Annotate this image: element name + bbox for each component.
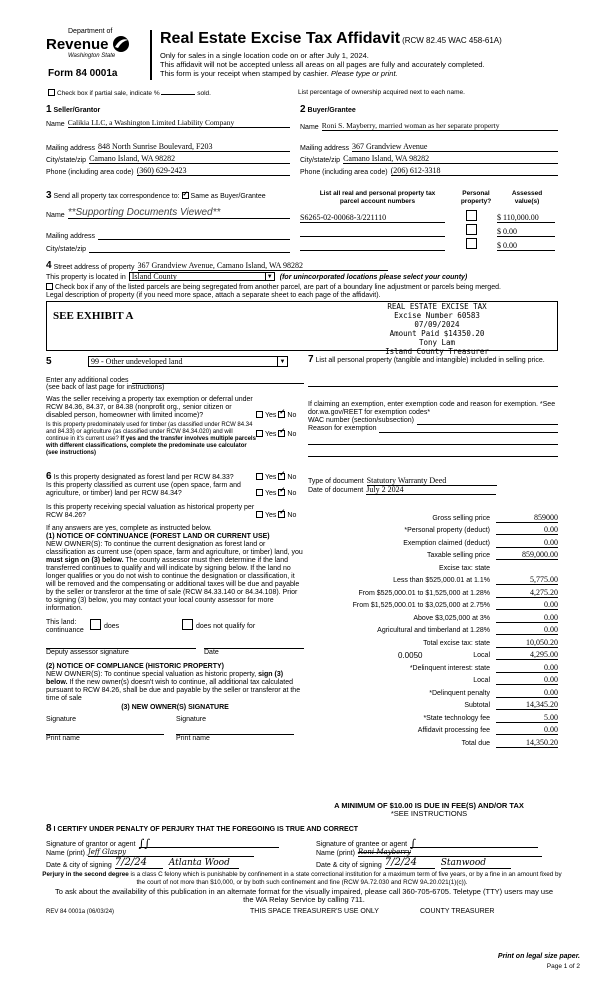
calc-value[interactable]: 0.00 (496, 725, 558, 735)
buyer-mail-field[interactable]: 367 Grandview Avenue (352, 142, 558, 152)
assessed-value-field[interactable]: $ 110,000.00 (497, 213, 555, 223)
property-section: 4 Street address of property 367 Grandview Avenue, Camano Island, WA 98282 This property is located in Island County ▼ (for unincorporated locations please select your county) Check box if any of the listed parcels are being segregated from another parcel, are part of a boundary line adjustment or parcels being merged. Legal description of property (if you need more space, attach a separate sheet to each page of the affidavit). SEE EXHIBIT A REAL ESTATE EXCISE TAX Excise Number 60583 07/09/2024 Amount Paid $14350.20 Tony Lam Island County Treasurer (46, 260, 558, 351)
calc-label: *Delinquent penalty (429, 689, 490, 697)
form-number: Form 84 0001a (48, 68, 118, 79)
calc-value[interactable]: 4,295.00 (496, 650, 558, 660)
header-divider (150, 30, 152, 80)
partial-sale-checkbox[interactable] (48, 89, 55, 96)
calc-line (308, 723, 558, 736)
forest-yes-checkbox[interactable] (256, 473, 263, 480)
calc-value[interactable]: 859,000.00 (496, 550, 558, 560)
correspondence-section: 3 Send all property tax correspondence to: ✓ Same as Buyer/Grantee Name **Supporting Documents Viewed** Mailing address City/state/zip (46, 190, 290, 253)
correspondence-mail-field[interactable] (98, 231, 290, 240)
personal-property-checkbox[interactable] (466, 224, 477, 235)
calc-line (308, 673, 558, 686)
chevron-down-icon: ▼ (277, 357, 287, 366)
calc-label: Above $3,025,000 at 3% (413, 614, 490, 622)
list-percentage-note: List percentage of ownership acquired next to each name. (298, 89, 465, 96)
county-select[interactable] (129, 272, 275, 281)
header-note-1: Only for sales in a single location code on or after July 1, 2024. (160, 51, 369, 60)
logo-dept: Department of (68, 28, 113, 35)
calc-line-local (308, 648, 558, 661)
parcels-section: List all real and personal property tax parcel account numbers Personal property? Assessed value(s) S6265-02-00068-3/221110 $ 110,000.00 $ 0.00 $ 0.00 (300, 190, 558, 251)
calc-value[interactable]: 0.00 (496, 675, 558, 685)
calc-line (308, 598, 558, 611)
calc-label: Affidavit processing fee (417, 727, 490, 734)
calc-label: Local (473, 652, 490, 659)
buyer-phone-field[interactable]: (206) 612-3318 (391, 166, 558, 176)
calc-label: Total due (461, 739, 490, 747)
calc-value[interactable]: 0.00 (496, 625, 558, 635)
calc-label: *State technology fee (423, 714, 490, 722)
parcel-row (300, 238, 558, 251)
perjury-notice: Perjury in the second degree is a class C felony which is punishable by confinement in a state correctional institution for a maximum term of five years, or by a fine in an amount fixed by the court of not more than $10,000, or by both such confinement and fine (RCW 9A.72.030 and RCW 9A.20.021(1)(c)). (42, 871, 562, 886)
calc-line (308, 573, 558, 586)
calc-label: *Delinquent interest: state (409, 664, 490, 672)
calc-value[interactable]: 5,775.00 (496, 575, 558, 585)
calc-line (308, 548, 558, 561)
calc-value[interactable]: 5.00 (496, 713, 558, 723)
calc-label: Subtotal (464, 702, 490, 709)
exemption-yes-checkbox[interactable] (256, 411, 263, 418)
use-code-value: 99 - Other undeveloped land (91, 357, 183, 366)
historic-yes-checkbox[interactable] (256, 511, 263, 518)
document-type-field[interactable]: Statutory Warranty Deed (367, 477, 497, 486)
additional-codes-field[interactable] (132, 375, 305, 384)
calc-value[interactable]: 0.00 (496, 613, 558, 623)
calc-value[interactable]: 4,275.20 (496, 588, 558, 598)
grantee-city-field[interactable]: Stanwood (441, 858, 511, 869)
section-7: 7 List all personal property (tangible and intangible) included in selling price. If claiming an exemption, enter exemption code and reason for exemption. *See dor.wa.gov/REET for exemption codes* WAC number (section/subsection) Reason for exemption Type of document Statutory Warranty Deed Date of document July 2 2024 (308, 356, 558, 495)
seller-section: 1 Seller/Grantor Name Calikia LLC, a Washington Limited Liability Company Mailing address 848 North Sunrise Boulevard, F203 City/state/zip Camano Island, WA 98282 Phone (including area code) (360) 629-2423 (46, 104, 290, 184)
calc-line (308, 535, 558, 548)
calc-value[interactable]: 14,350.20 (496, 738, 558, 748)
partial-percent-field[interactable] (161, 94, 195, 95)
calc-value[interactable]: 0.00 (496, 663, 558, 673)
reason-field[interactable] (379, 425, 558, 433)
calc-label: Local (473, 677, 490, 684)
legal-description-box[interactable] (46, 301, 558, 356)
parcel-number-field[interactable] (300, 228, 445, 237)
calc-line (308, 623, 558, 636)
seller-name-field[interactable]: Calikia LLC, a Washington Limited Liability Company (68, 118, 290, 128)
calc-line (308, 585, 558, 598)
calc-label: Agricultural and timberland at 1.28% (377, 627, 490, 634)
wac-field[interactable] (417, 417, 558, 425)
owner-print-name-1[interactable]: Print name (46, 734, 164, 743)
calc-line (308, 685, 558, 698)
assessed-value-field[interactable]: $ 0.00 (497, 227, 555, 237)
document-date-field[interactable]: July 2 2024 (366, 486, 496, 495)
legal-description-text: SEE EXHIBIT A (53, 310, 134, 322)
calc-value[interactable]: 0.00 (496, 688, 558, 698)
owner-print-name-2[interactable]: Print name (176, 734, 294, 743)
form-rcw: (RCW 82.45 WAC 458-61A) (402, 36, 502, 45)
parcel-row (300, 224, 558, 237)
calc-label: Gross selling price (432, 514, 490, 522)
calc-line (308, 735, 558, 748)
buyer-city-field[interactable]: Camano Island, WA 98282 (343, 154, 558, 164)
deputy-signature-field[interactable]: Deputy assessor signature (46, 648, 196, 657)
calc-value[interactable]: 0.00 (496, 600, 558, 610)
current-use-yes-checkbox[interactable] (256, 489, 263, 496)
timber-yes-checkbox[interactable] (256, 430, 263, 437)
buyer-heading: Buyer/Grantee (307, 107, 356, 114)
same-as-buyer-checkbox[interactable] (182, 192, 189, 199)
section-5: 5 99 - Other undeveloped land ▼ Enter any additional codes (see back of last page for instructions) Was the seller receiving a property tax exemption or deferral under RCW 84.36, 84.37, or 84.38 (nonprofit org., senior citizen or disabled person, homeowner with limited income)? Yes✓ No Is this property predominately used for timber (as classified under RCW 84.34 and 84.33) or agriculture (as classified under RCW 84.34.020) and will continue in it's current use? If yes and the transfer involves multiple parcels with different classifications, complete the predominate use calculator (see instructions) Yes✓ No (46, 356, 304, 457)
header-note-2: This affidavit will not be accepted unless all areas on all pages are fully and accurately completed. (160, 60, 485, 69)
forest-no-checkbox[interactable] (278, 473, 285, 480)
parcel-row (300, 210, 558, 223)
use-code-select[interactable] (88, 356, 288, 367)
calc-label: Total excise tax: state (423, 639, 490, 647)
buyer-section: 2 Buyer/Grantee Name Roni S. Mayberry, married woman as her separate property Mailing address 367 Grandview Avenue City/state/zip Camano Island, WA 98282 Phone (including area code) (206) 612-3318 (300, 104, 558, 184)
county-select-value: Island County (131, 272, 177, 281)
exemption-no-checkbox[interactable] (278, 411, 285, 418)
header-note-3: This form is your receipt when stamped by cashier. Please type or print. (160, 69, 398, 78)
minimum-due-note: A MINIMUM OF $10.00 IS DUE IN FEE(S) AND/OR TAX *SEE INSTRUCTIONS (334, 801, 524, 818)
calc-line (308, 635, 558, 648)
calc-label: Taxable selling price (426, 552, 490, 559)
calc-label: Exemption claimed (deduct) (403, 539, 490, 547)
chevron-down-icon: ▼ (265, 273, 274, 280)
page-number: Page 1 of 2 (546, 963, 580, 970)
personal-property-field[interactable] (308, 365, 558, 387)
calc-line (308, 523, 558, 536)
grantor-date-field[interactable]: 7/2/24 (115, 857, 163, 869)
calc-value[interactable]: 0.00 (496, 525, 558, 535)
property-street-field[interactable]: 367 Grandview Avenue, Camano Island, WA 98282 (138, 261, 388, 271)
revision-label: REV 84 0001a (06/03/24) (46, 909, 115, 915)
seller-mail-field[interactable]: 848 North Sunrise Boulevard, F203 (98, 142, 290, 152)
timber-no-checkbox[interactable] (278, 430, 285, 437)
alternate-format-note: To ask about the availability of this publication in an alternate format for the visually impaired, please call 360-705-6705. Teletype (TTY) users may use the WA Relay Service by calling 711. (54, 887, 554, 904)
calc-label: From $525,000.01 to $1,525,000 at 1.28% (358, 589, 490, 597)
personal-property-checkbox[interactable] (466, 210, 477, 221)
seller-city-field[interactable]: Camano Island, WA 98282 (89, 154, 290, 164)
seller-heading: Seller/Grantor (53, 107, 101, 114)
seller-phone-field[interactable]: (360) 629-2423 (137, 166, 290, 176)
legal-label: Legal description of property (if you need more space, attach a separate sheet to each page of the affidavit). (46, 292, 381, 299)
calc-label: Less than $525,000.01 at 1.1% (393, 577, 490, 584)
calc-line (308, 560, 558, 573)
not-qualifies-checkbox[interactable] (182, 619, 193, 630)
calc-value[interactable]: 14,345.20 (496, 700, 558, 710)
partial-sale-row: Check box if partial sale, indicate % sold. (48, 89, 211, 97)
tax-calculation (308, 510, 558, 748)
calc-line (308, 698, 558, 711)
parcel-number-field[interactable]: S6265-02-00068-3/221110 (300, 213, 445, 223)
grantor-city-field[interactable]: Atlanta Wood (169, 858, 239, 869)
legal-paper-note: Print on legal size paper. (497, 953, 580, 960)
local-rate: 0.0050 (398, 651, 423, 660)
calc-line (308, 610, 558, 623)
grantee-name-field[interactable]: Roni Mayberry (358, 848, 542, 857)
deputy-date-field[interactable]: Date (204, 648, 304, 657)
header-notes (160, 51, 485, 78)
dor-swoosh-icon (110, 35, 132, 53)
personal-property-checkbox[interactable] (466, 238, 477, 249)
correspondence-city-field[interactable] (89, 244, 290, 253)
calc-line (308, 710, 558, 723)
current-use-no-checkbox[interactable] (278, 489, 285, 496)
form-title-row (160, 30, 502, 48)
qualifies-checkbox[interactable] (90, 619, 101, 630)
treasurer-use-label: THIS SPACE TREASURER'S USE ONLY (250, 908, 379, 915)
logo-revenue: Revenue (46, 35, 109, 53)
calc-line (308, 510, 558, 523)
treasurer-stamp: REAL ESTATE EXCISE TAX Excise Number 60583 07/09/2024 Amount Paid $14350.20 Tony Lam Island County Treasurer (385, 302, 489, 356)
calc-line (308, 660, 558, 673)
calc-label: From $1,525,000.01 to $3,025,000 at 2.75% (352, 602, 490, 609)
assessed-value-field[interactable]: $ 0.00 (497, 241, 555, 251)
segregated-checkbox[interactable] (46, 283, 53, 290)
calc-label: Excise tax: state (439, 564, 490, 572)
calc-value[interactable]: 859000 (496, 513, 558, 523)
section-6: 6 Is this property designated as forest land per RCW 84.33? Yes✓ No Is this property classified as current use (open space, farm and agriculture, or timber) land per RCW 84.34? Yes✓ No Is this property receiving special valuation as historical property per RCW 84.26? Yes✓ No If any answers are yes, complete as instructed below. (1) NOTICE OF CONTINUANCE (FOREST LAND OR CURRENT USE) NEW OWNER(S): To continue the current designation as forest land or classification as current use (open space, farm and agriculture, or timber) land, you must sign on (3) below. The county assessor must then determine if the land transferred continues to qualify and will indicate by signing below. If the land no longer qualifies or you do not wish to continue the designation or classification, it will be removed and the compensating or additional taxes will be due and payable by the seller or transferor at the time of sale (RCW 84.33.140 or 84.34.108). Prior to signing (3) below, you may contact your local county assessor for more information. This land: continuance does does not qualify for Deputy assessor signature Date (2) NOTICE OF COMPLIANCE (HISTORIC PROPERTY) NEW OWNER(S): To continue special valuation as historic property, sign (3) below. If the new owner(s) doesn't wish to continue, all additional tax calculated pursuant to RCW 84.26, shall be due and payable by the seller or transferor at the time of sale (3) NEW OWNER(S) SIGNATURE Signature Signature Print name Print name (46, 473, 304, 743)
calc-value[interactable]: 0.00 (496, 538, 558, 548)
buyer-name-field[interactable]: Roni S. Mayberry, married woman as her separate property (322, 121, 558, 131)
section-8: 8 I CERTIFY UNDER PENALTY OF PERJURY THAT THE FOREGOING IS TRUE AND CORRECT Signature of grantor or agent ∫∫ Name (print) Jeff Glaspy Date & city of signing 7/2/24 Atlanta Wood Signature of grantee or agent ∫ Name (print) Roni Mayberry Date & city of signing 7/2/24 Stanwood (46, 823, 558, 869)
grantor-signature-field[interactable]: ∫∫ (139, 837, 279, 848)
form-title: Real Estate Excise Tax Affidavit (160, 30, 401, 47)
historic-no-checkbox[interactable] (278, 511, 285, 518)
grantor-name-field[interactable]: Jeff Glaspy (88, 848, 254, 857)
grantee-date-field[interactable]: 7/2/24 (385, 857, 435, 869)
calc-value[interactable]: 10,050.20 (496, 638, 558, 648)
calc-label: *Personal property (deduct) (404, 527, 490, 534)
parcel-number-field[interactable] (300, 242, 445, 251)
grantee-signature-field[interactable]: ∫ (410, 837, 538, 848)
correspondence-name-field[interactable]: **Supporting Documents Viewed** (68, 207, 290, 219)
county-treasurer-label: COUNTY TREASURER (420, 908, 495, 915)
logo-state: Washington State (68, 53, 116, 59)
dor-logo (46, 28, 146, 59)
